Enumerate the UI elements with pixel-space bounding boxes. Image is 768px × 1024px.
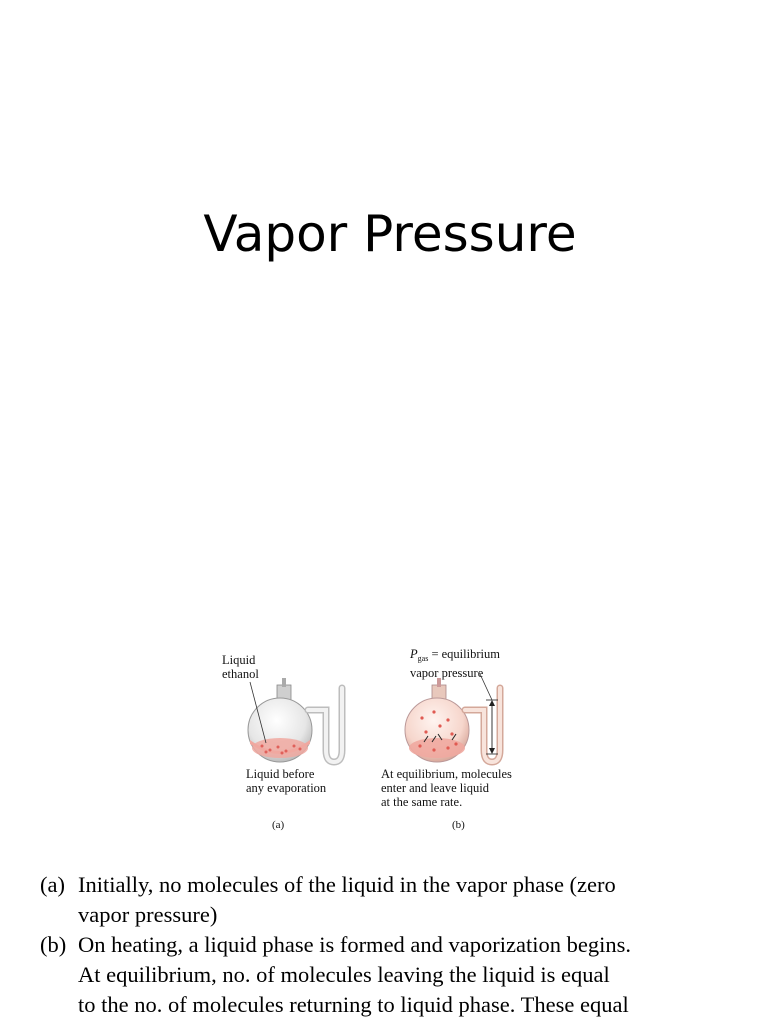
explanation-item-b	[40, 930, 760, 1020]
flask-a	[248, 678, 342, 762]
item-b-line3: to the no. of molecules returning to liquid phase. These equal	[78, 992, 629, 1017]
label-pgas-line1	[410, 647, 500, 666]
label-pgas	[410, 647, 500, 680]
item-b-line1: On heating, a liquid phase is formed and vaporization begins.	[78, 932, 631, 957]
caption-b	[381, 767, 512, 809]
item-b-label: (b)	[40, 932, 67, 957]
caption-a-line2: any evaporation	[246, 781, 327, 795]
figure-illustration	[0, 640, 768, 840]
item-a-line1: Initially, no molecules of the liquid in the vapor phase (zero	[78, 872, 616, 897]
tag-a: (a)	[272, 819, 285, 831]
caption-b-line2: enter and leave liquid	[381, 781, 489, 795]
item-b-line2: At equilibrium, no. of molecules leaving the liquid is equal	[78, 962, 610, 987]
caption-b-line1: At equilibrium, molecules	[381, 767, 512, 781]
caption-a	[246, 767, 326, 795]
pgas-rest: = equilibrium	[428, 647, 500, 661]
label-pgas-line2: vapor pressure	[410, 666, 484, 680]
item-a-line2: vapor pressure)	[78, 902, 218, 927]
caption-a-line1: Liquid before	[246, 767, 315, 781]
label-liquid-ethanol-line1: Liquid	[222, 653, 256, 667]
pgas-subscript: gas	[417, 654, 429, 663]
vapor-pressure-figure	[0, 640, 768, 840]
slide-title: Vapor Pressure	[203, 205, 577, 263]
item-a-label: (a)	[40, 872, 65, 897]
explanation-text	[40, 870, 760, 1020]
tag-b: (b)	[452, 819, 465, 831]
caption-b-line3: at the same rate.	[381, 795, 463, 809]
flask-b	[405, 674, 500, 762]
explanation-item-a	[40, 870, 760, 930]
label-liquid-ethanol	[222, 653, 259, 681]
pgas-symbol: P	[410, 647, 418, 661]
label-liquid-ethanol-line2: ethanol	[222, 667, 259, 681]
